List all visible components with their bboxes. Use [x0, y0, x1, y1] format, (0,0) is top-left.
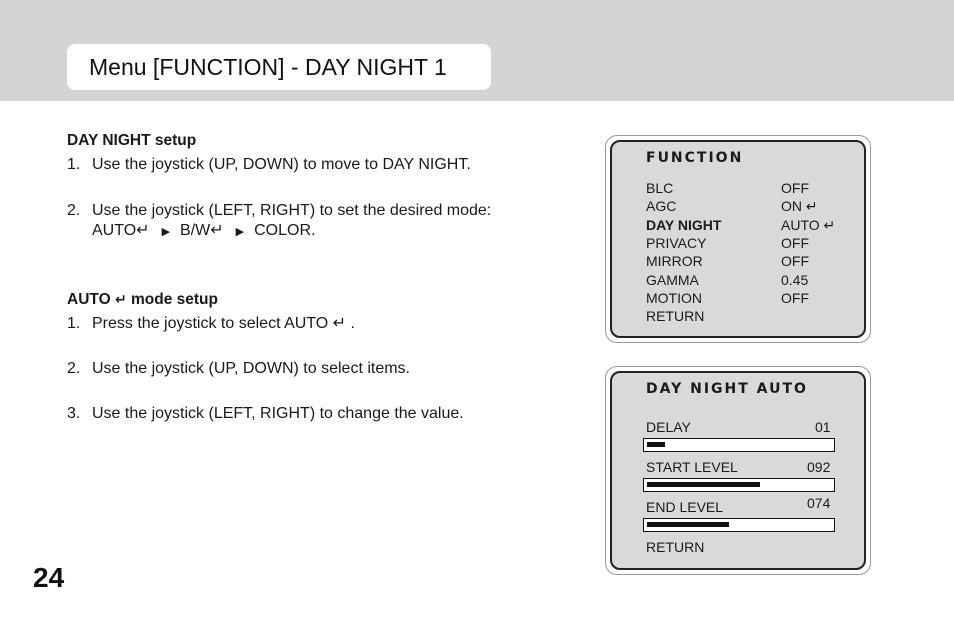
heading-post: mode setup	[131, 291, 218, 308]
osd-item-end-level[interactable]	[646, 495, 846, 517]
day-night-auto-osd-screen	[605, 366, 871, 575]
bar-fill	[647, 442, 665, 447]
osd-item-gamma[interactable]	[646, 272, 846, 290]
osd-item-label: RETURN	[646, 308, 705, 324]
osd-item-label: AGC	[646, 198, 677, 214]
step-number: 1.	[67, 315, 81, 332]
page-number: 24	[33, 562, 65, 593]
osd-item-return[interactable]	[646, 539, 846, 557]
osd-item-label: MOTION	[646, 290, 702, 306]
osd-item-value: OFF	[781, 180, 809, 196]
day-night-setup-section	[67, 132, 537, 239]
bar-fill	[647, 482, 760, 487]
osd-item-value: AUTO ↵	[781, 217, 836, 233]
auto-mode-setup-section	[67, 291, 537, 422]
osd-item-privacy[interactable]	[646, 235, 846, 253]
step-number: 3.	[67, 405, 81, 422]
osd-item-value: 074	[807, 495, 831, 511]
osd-item-label: START LEVEL	[646, 459, 738, 475]
heading-pre: AUTO	[67, 291, 111, 308]
function-osd-panel	[610, 140, 866, 338]
title-box	[67, 44, 491, 90]
osd-item-blc[interactable]	[646, 180, 846, 198]
step-text: Use the joystick (LEFT, RIGHT) to change the value.	[92, 405, 464, 422]
arrow-right-icon: ▶	[235, 226, 245, 238]
osd-item-start-level[interactable]	[646, 459, 846, 477]
step-number: 2.	[67, 202, 81, 219]
osd-item-label: DAY NIGHT	[646, 217, 722, 233]
auto-mode-setup-heading	[67, 291, 537, 309]
arrow-right-icon: ▶	[161, 226, 171, 238]
page-title: Menu [FUNCTION] - DAY NIGHT 1	[89, 54, 447, 80]
step-text: Use the joystick (UP, DOWN) to move to DAY NIGHT.	[92, 156, 471, 173]
osd-item-label: RETURN	[646, 539, 705, 555]
day-night-setup-heading: DAY NIGHT setup	[67, 132, 197, 149]
osd-item-return[interactable]	[646, 308, 846, 326]
delay-level-bar[interactable]	[643, 438, 835, 452]
mode-auto: AUTO↵	[92, 222, 150, 239]
osd-item-label: END LEVEL	[646, 499, 724, 515]
end-level-bar[interactable]	[643, 518, 835, 532]
osd-item-value: OFF	[781, 235, 809, 251]
start-level-bar[interactable]	[643, 478, 835, 492]
osd-item-value: 01	[815, 419, 831, 435]
osd-item-value: ON ↵	[781, 198, 818, 214]
step-text: Use the joystick (UP, DOWN) to select items.	[92, 360, 410, 377]
osd-title: FUNCTION	[646, 150, 744, 166]
osd-title: DAY NIGHT AUTO	[646, 381, 808, 397]
osd-item-label: GAMMA	[646, 272, 699, 288]
osd-item-day-night[interactable]	[646, 217, 846, 235]
step-text: Press the joystick to select AUTO ↵ .	[92, 315, 355, 332]
osd-item-label: DELAY	[646, 419, 691, 435]
mode-sequence	[92, 221, 315, 242]
enter-icon: ↵	[114, 291, 127, 307]
osd-item-label: BLC	[646, 180, 674, 196]
step-number: 1.	[67, 156, 81, 173]
mode-color: COLOR.	[254, 222, 316, 239]
osd-item-agc[interactable]	[646, 198, 846, 216]
function-osd-screen	[605, 135, 871, 343]
step-number: 2.	[67, 360, 81, 377]
osd-item-value: OFF	[781, 253, 809, 269]
osd-item-motion[interactable]	[646, 290, 846, 308]
osd-item-value: 092	[807, 459, 831, 475]
osd-item-delay[interactable]	[646, 419, 846, 437]
bar-fill	[647, 522, 729, 527]
osd-item-value: OFF	[781, 290, 809, 306]
osd-item-label: PRIVACY	[646, 235, 707, 251]
mode-bw: B/W↵	[180, 222, 224, 239]
osd-item-mirror[interactable]	[646, 253, 846, 271]
day-night-auto-osd-panel	[610, 371, 866, 570]
osd-item-label: MIRROR	[646, 253, 703, 269]
osd-item-value: 0.45	[781, 272, 809, 288]
step-text: Use the joystick (LEFT, RIGHT) to set the desired mode:	[92, 202, 492, 219]
